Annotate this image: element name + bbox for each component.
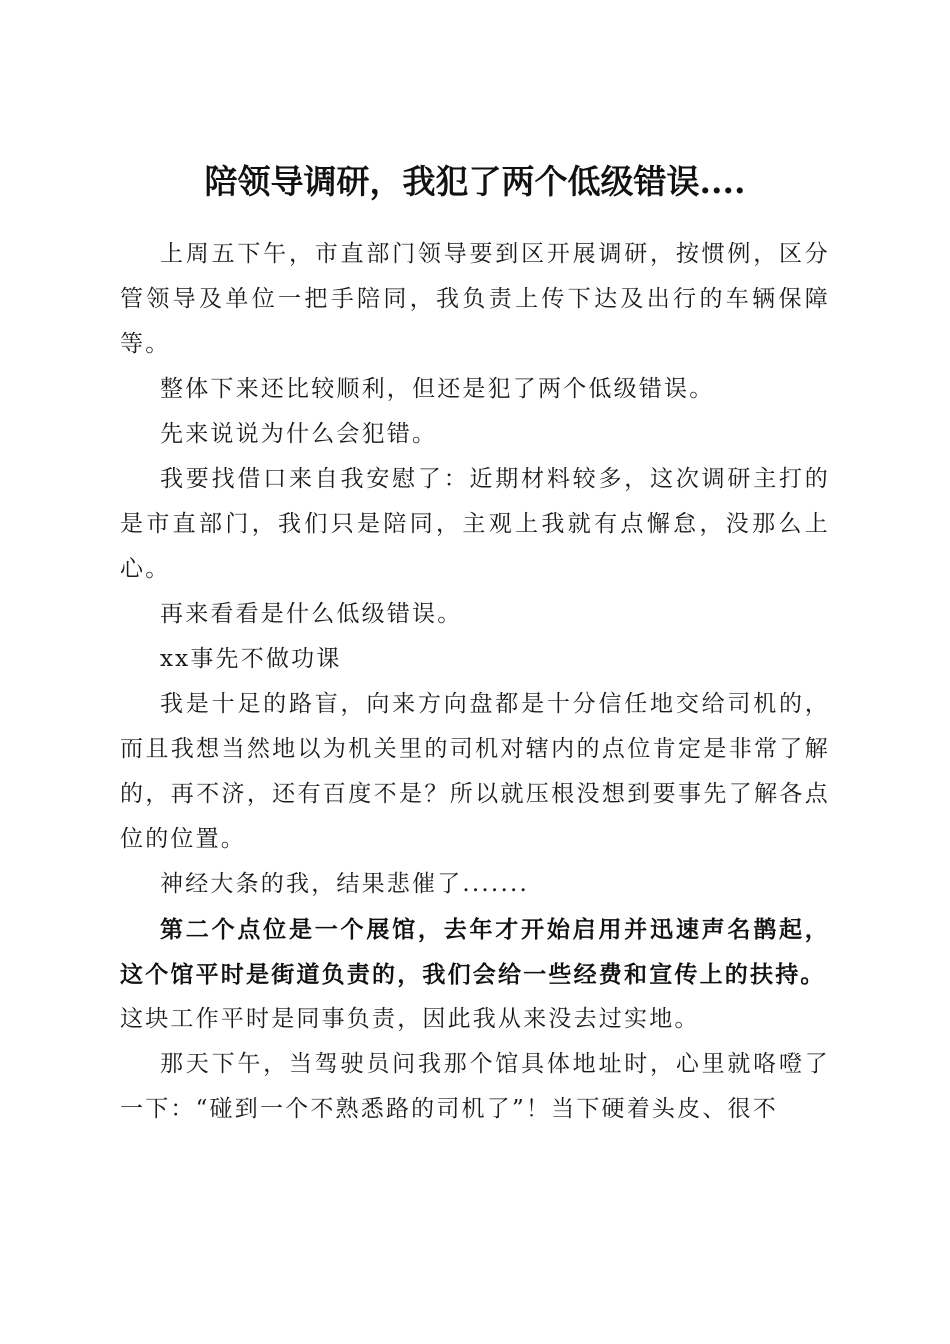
paragraph-summary: 整体下来还比较顺利，但还是犯了两个低级错误。 <box>160 376 715 402</box>
section-heading: xx事先不做功课 <box>160 646 342 672</box>
paragraph-intro: 上周五下午，市直部门领导要到区开展调研，按惯例，区分管领导及单位一把手陪同，我负责上传下达及出行的车辆保障等。 <box>120 241 830 357</box>
paragraph-what: 再来看看是什么低级错误。 <box>160 601 463 627</box>
paragraph-road: 我是十足的路盲，向来方向盘都是十分信任地交给司机的，而且我想当然地以为机关里的司机对辖内的点位肯定是非常了解的，再不济，还有百度不是？所以就压根没想到要事先了解各点位的位置。 <box>120 691 830 852</box>
paragraph-excuse: 我要找借口来自我安慰了：近期材料较多，这次调研主打的是市直部门，我们只是陪同，主观上我就有点懈怠，没那么上心。 <box>120 466 830 582</box>
document-body <box>120 232 830 1132</box>
paragraph-colleague: 这块工作平时是同事负责，因此我从来没去过实地。 <box>120 1006 700 1032</box>
paragraph-afternoon: 那天下午，当驾驶员问我那个馆具体地址时，心里就咯噔了一下：“碰到一个不熟悉路的司机了”！当下硬着头皮、很不 <box>120 1051 830 1122</box>
document-title: 陪领导调研，我犯了两个低级错误.... <box>204 162 746 202</box>
paragraph-result: 神经大条的我，结果悲催了....... <box>160 871 529 897</box>
paragraph-venue: 第二个点位是一个展馆，去年才开始启用并迅速声名鹊起，这个馆平时是街道负责的，我们会给一些经费和宣传上的扶持。 <box>120 916 830 988</box>
paragraph-why: 先来说说为什么会犯错。 <box>160 421 438 447</box>
